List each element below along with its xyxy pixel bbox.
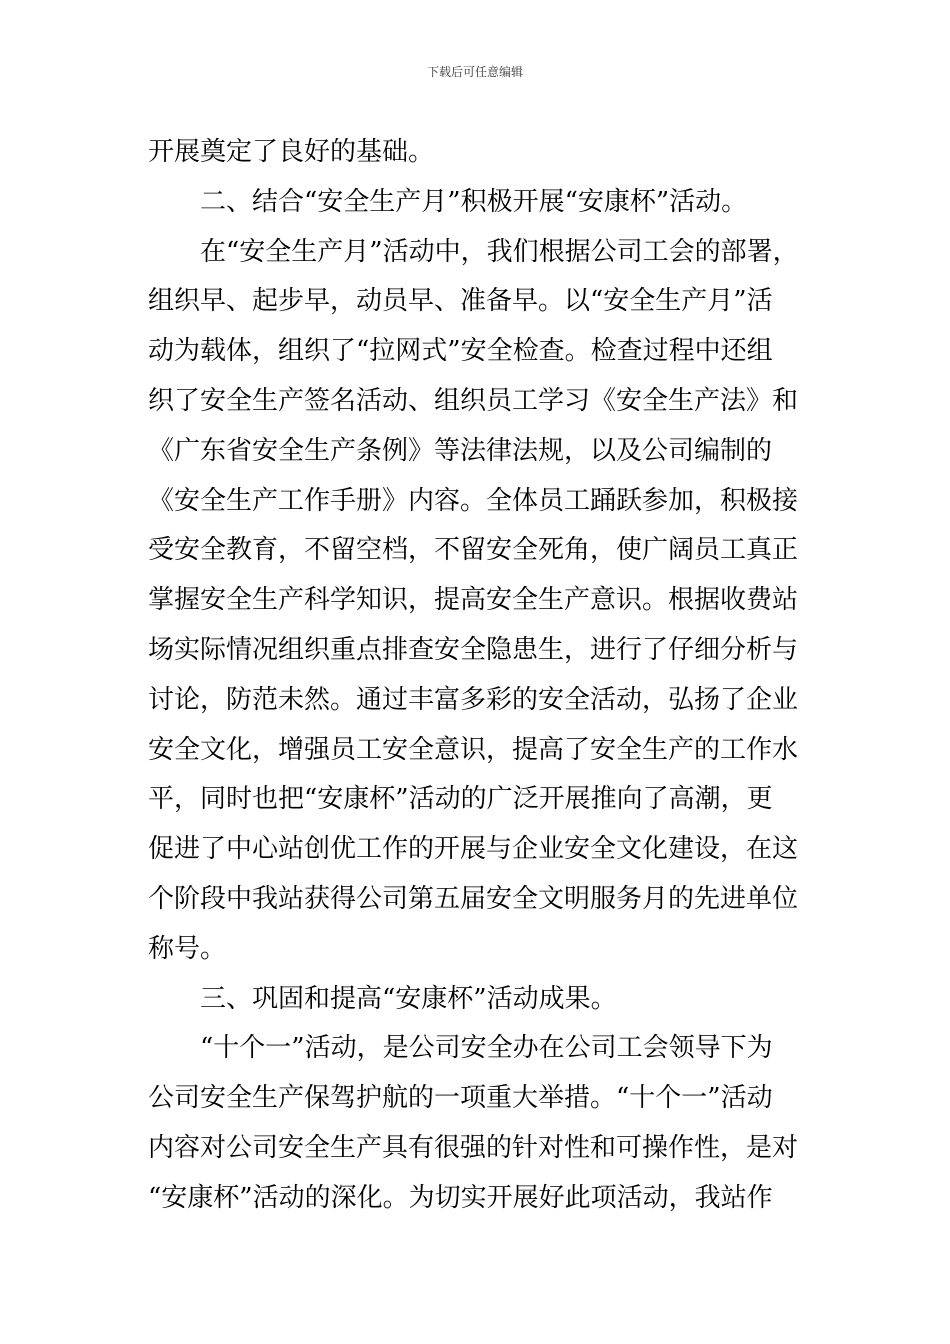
text-line: “十个一”活动，是公司安全办在公司工会领导下为 xyxy=(200,1033,773,1064)
text-line: 在“安全生产月”活动中，我们根据公司工会的部署， xyxy=(200,236,799,267)
text-line: 动为载体，组织了“拉网式”安全检查。检查过程中还组 xyxy=(148,336,773,367)
text-line: 二、结合“安全生产月”积极开展“安康杯”活动。 xyxy=(200,186,748,217)
text-line: 平，同时也把“安康杯”活动的广泛开展推向了高潮，更 xyxy=(148,784,773,815)
text-line: “安康杯”活动的深化。为切实开展好此项活动，我站作 xyxy=(148,1182,773,1213)
text-line: 安全文化，增强员工安全意识，提高了安全生产的工作水 xyxy=(148,734,799,765)
text-line: 《广东省安全生产条例》等法律法规，以及公司编制的 xyxy=(148,435,773,466)
text-line: 三、巩固和提高“安康杯”活动成果。 xyxy=(200,983,617,1014)
text-line: 组织早、起步早，动员早、准备早。以“安全生产月”活 xyxy=(148,286,773,317)
text-line: 称号。 xyxy=(148,933,227,964)
text-line: 讨论，防范未然。通过丰富多彩的安全活动，弘扬了企业 xyxy=(148,684,799,715)
text-line: 个阶段中我站获得公司第五届安全文明服务月的先进单位 xyxy=(148,883,799,914)
text-line: 织了安全生产签名活动、组织员工学习《安全生产法》和 xyxy=(148,385,799,416)
text-line: 公司安全生产保驾护航的一项重大举措。“十个一”活动 xyxy=(148,1083,773,1114)
text-line: 场实际情况组织重点排查安全隐患生，进行了仔细分析与 xyxy=(148,634,799,665)
text-line: 内容对公司安全生产具有很强的针对性和可操作性，是对 xyxy=(148,1132,799,1163)
text-line: 掌握安全生产科学知识，提高安全生产意识。根据收费站 xyxy=(148,585,799,616)
text-line: 《安全生产工作手册》内容。全体员工踊跃参加，积极接 xyxy=(148,485,799,516)
body-text xyxy=(148,128,828,1224)
text-line: 开展奠定了良好的基础。 xyxy=(148,137,435,167)
page-header: 下载后可任意编辑 xyxy=(426,65,523,79)
text-line: 受安全教育，不留空档，不留安全死角，使广阔员工真正 xyxy=(148,535,799,566)
text-line: 促进了中心站创优工作的开展与企业安全文化建设，在这 xyxy=(148,834,799,865)
